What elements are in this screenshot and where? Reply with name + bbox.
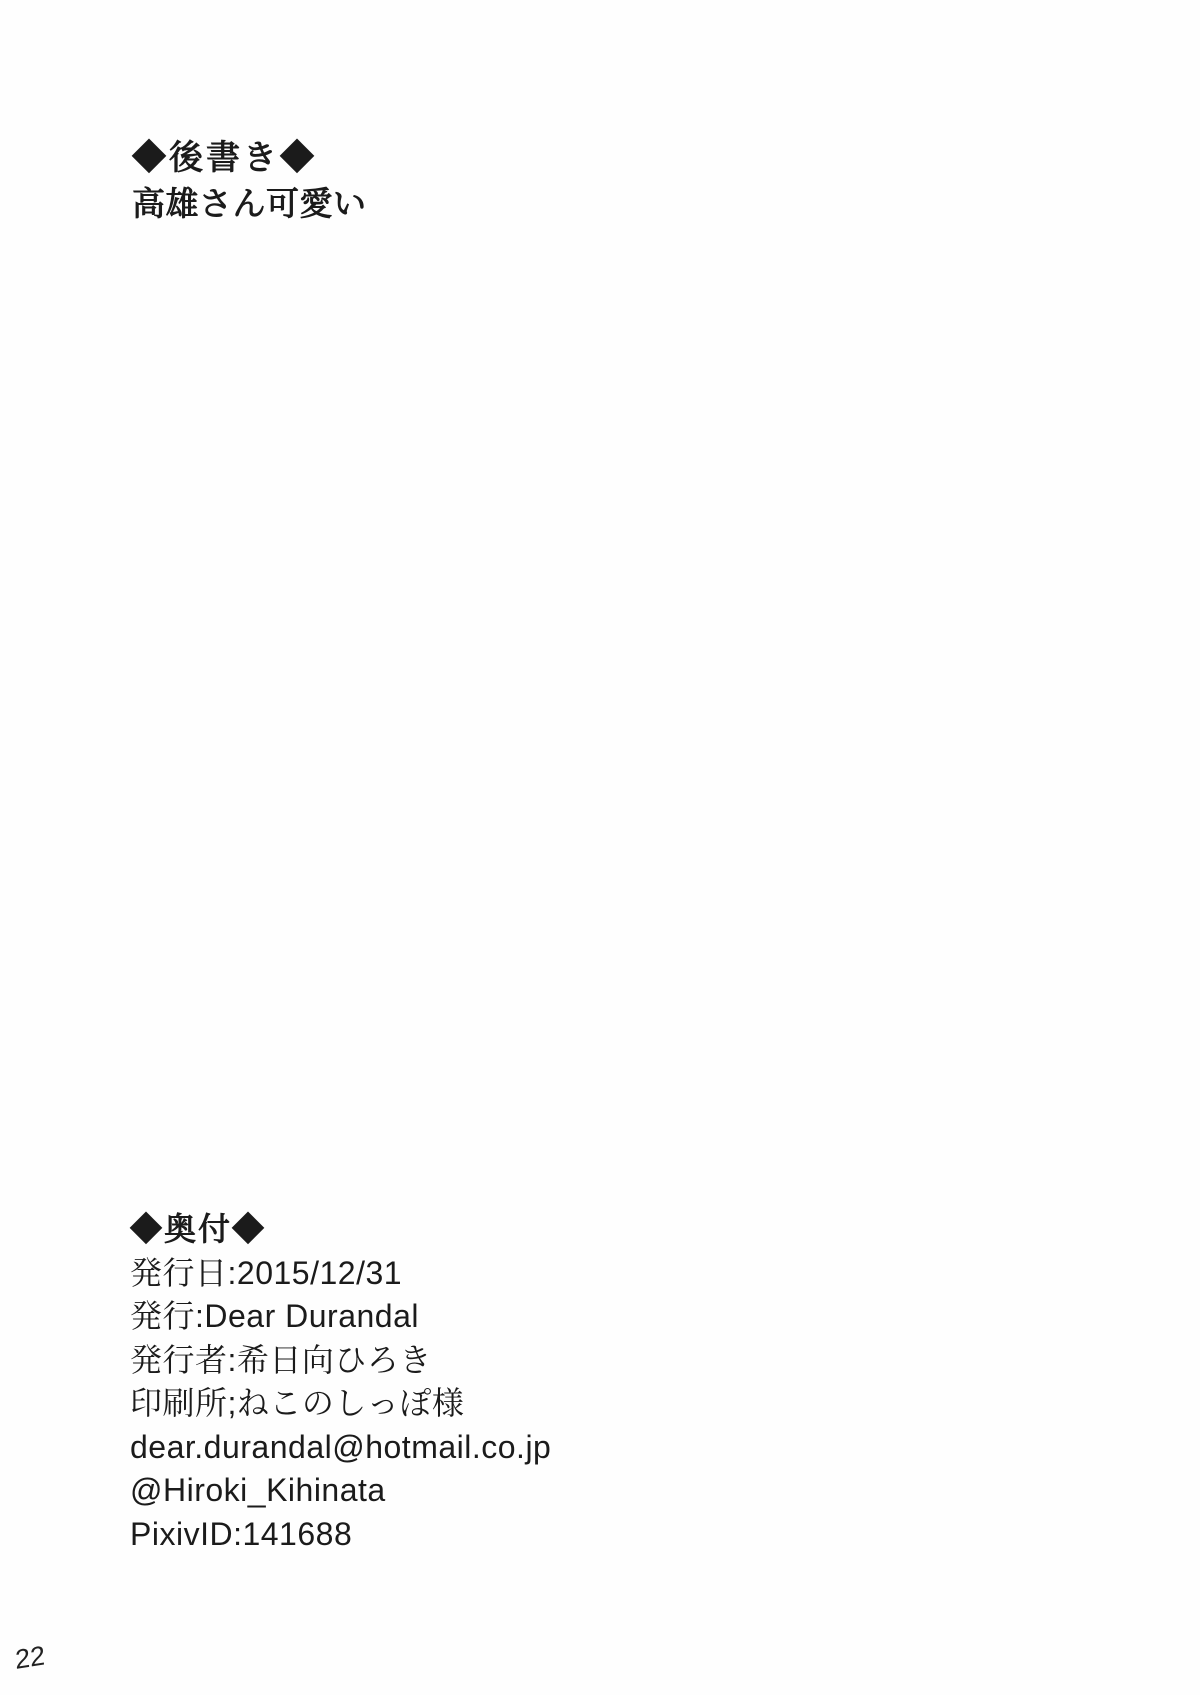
colophon-section bbox=[130, 1208, 551, 1556]
colophon-line-twitter-handle: @Hiroki_Kihinata bbox=[130, 1472, 386, 1508]
colophon-line-printer: 印刷所;ねこのしっぽ様 bbox=[130, 1385, 465, 1421]
colophon-line-email: dear.durandal@hotmail.co.jp bbox=[130, 1428, 552, 1465]
colophon-line-pixiv-id: PixivID:141688 bbox=[130, 1515, 353, 1552]
afterword-section bbox=[132, 136, 367, 226]
colophon-line-publisher-circle: 発行:Dear Durandal bbox=[130, 1298, 420, 1334]
colophon-line-publication-date: 発行日:2015/12/31 bbox=[130, 1254, 403, 1291]
afterword-title: ◆後書き◆ bbox=[132, 139, 317, 177]
colophon-title: ◆奥付◆ bbox=[130, 1211, 267, 1247]
afterword-body-text: 高雄さん可愛い bbox=[132, 185, 367, 222]
page-number: 22 bbox=[14, 1640, 46, 1675]
colophon-line-author: 発行者:希日向ひろき bbox=[130, 1341, 432, 1378]
